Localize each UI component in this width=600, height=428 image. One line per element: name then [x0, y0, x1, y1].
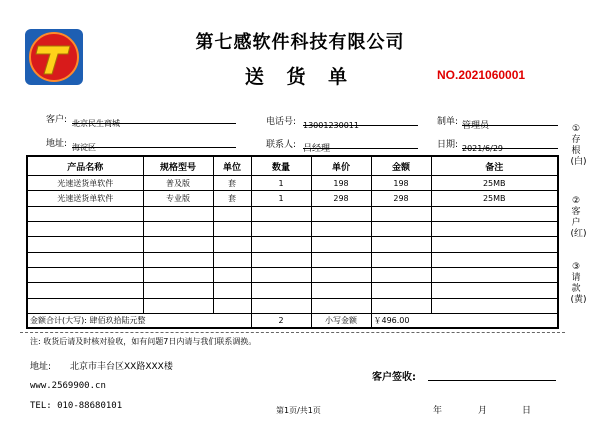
cell-price: 298 — [311, 191, 371, 206]
cell-product — [27, 206, 143, 221]
cell-product — [27, 267, 143, 282]
small-amount-value: ￥496.00 — [371, 314, 558, 329]
cell-product: 光速送货单软件 — [27, 176, 143, 191]
sign-line — [428, 380, 556, 381]
side-tab-payment-text: ③请款(黄) — [570, 262, 587, 305]
dashed-divider — [20, 332, 565, 333]
table-row — [27, 283, 558, 298]
date-label: 日期: — [437, 140, 459, 150]
sign-label: 客户签收: — [372, 372, 416, 383]
cell-price: 198 — [311, 176, 371, 191]
table-row — [27, 237, 558, 252]
cell-unit — [213, 252, 251, 267]
company-name: 第七感软件科技有限公司 — [195, 32, 405, 53]
cell-product — [27, 298, 143, 313]
phone-label: 电话号: — [266, 117, 297, 127]
table-row — [27, 252, 558, 267]
cell-remark: 25MB — [431, 176, 558, 191]
table-header-row — [27, 156, 558, 176]
col-header-price: 单价 — [311, 156, 371, 176]
date-value: 2021/6/29 — [462, 144, 504, 153]
cell-qty — [251, 252, 311, 267]
cell-spec: 普及版 — [143, 176, 213, 191]
cell-remark: 25MB — [431, 191, 558, 206]
cell-unit — [213, 237, 251, 252]
document-title: 送 货 单 — [244, 66, 356, 88]
total-upper-cell — [27, 314, 251, 329]
cell-spec — [143, 252, 213, 267]
cell-qty — [251, 221, 311, 236]
small-amount-label: 小写金额 — [311, 314, 371, 329]
cell-product: 光速送货单软件 — [27, 191, 143, 206]
maker-field — [462, 113, 558, 131]
footer-tel: TEL: 010-88680101 — [30, 401, 123, 411]
col-header-unit: 单位 — [213, 156, 251, 176]
cell-amount — [371, 267, 431, 282]
total-upper-value: 肆佰玖拾陆元整 — [89, 316, 146, 325]
page-indicator: 第1页/共1页 — [276, 406, 321, 415]
side-tab-customer-text: ②客户(红) — [570, 196, 587, 239]
cell-price — [311, 237, 371, 252]
cell-product — [27, 221, 143, 236]
cell-remark — [431, 206, 558, 221]
cell-unit: 套 — [213, 191, 251, 206]
side-tab-customer — [566, 196, 586, 240]
phone-value: 13001230011 — [303, 121, 359, 130]
cell-price — [311, 206, 371, 221]
total-upper-label: 金额合计(大写): — [30, 316, 87, 325]
table-row — [27, 221, 558, 236]
cell-qty — [251, 237, 311, 252]
date-field — [462, 136, 558, 153]
cell-spec — [143, 221, 213, 236]
side-tab-stub — [566, 124, 586, 168]
date-year-label: 年 — [433, 406, 443, 416]
cell-amount — [371, 283, 431, 298]
cell-qty: 1 — [251, 176, 311, 191]
cell-spec — [143, 283, 213, 298]
contact-label: 联系人: — [266, 140, 297, 150]
items-table — [26, 155, 559, 329]
cell-unit: 套 — [213, 176, 251, 191]
cell-unit — [213, 221, 251, 236]
table-row — [27, 206, 558, 221]
table-row — [27, 191, 558, 206]
col-header-amount: 金额 — [371, 156, 431, 176]
total-qty: 2 — [251, 314, 311, 329]
cell-price — [311, 221, 371, 236]
cell-amount: 298 — [371, 191, 431, 206]
col-header-qty: 数量 — [251, 156, 311, 176]
cell-price — [311, 252, 371, 267]
side-tab-payment — [566, 262, 586, 306]
cell-unit — [213, 283, 251, 298]
maker-label: 制单: — [437, 117, 459, 127]
cell-spec — [143, 298, 213, 313]
cell-qty — [251, 298, 311, 313]
cell-amount — [371, 237, 431, 252]
cell-price — [311, 298, 371, 313]
cell-spec — [143, 267, 213, 282]
cell-amount — [371, 206, 431, 221]
customer-field — [72, 111, 236, 128]
contact-field — [303, 136, 418, 154]
cell-unit — [213, 267, 251, 282]
address-value: 海淀区 — [72, 143, 96, 152]
address-label: 地址: — [46, 139, 68, 149]
table-row — [27, 176, 558, 191]
cell-product — [27, 283, 143, 298]
cell-amount — [371, 298, 431, 313]
date-day-label: 日 — [522, 406, 532, 416]
cell-unit — [213, 206, 251, 221]
cell-qty: 1 — [251, 191, 311, 206]
document-number: NO.2021060001 — [437, 68, 526, 82]
cell-qty — [251, 206, 311, 221]
cell-remark — [431, 221, 558, 236]
footer-address: 北京市丰台区XX路XXX楼 — [70, 362, 173, 372]
cell-product — [27, 237, 143, 252]
notice-text: 注: 收货后请及时核对验收，如有问题7日内请与我们联系调换。 — [30, 337, 257, 346]
cell-unit — [213, 298, 251, 313]
footer-website: www.2569900.cn — [30, 381, 106, 391]
cell-amount — [371, 252, 431, 267]
side-tab-stub-text: ①存根(白) — [570, 124, 587, 167]
cell-spec: 专业版 — [143, 191, 213, 206]
cell-spec — [143, 206, 213, 221]
cell-price — [311, 267, 371, 282]
table-row — [27, 298, 558, 313]
cell-amount — [371, 221, 431, 236]
cell-remark — [431, 298, 558, 313]
cell-qty — [251, 267, 311, 282]
cell-remark — [431, 267, 558, 282]
col-header-product: 产品名称 — [27, 156, 143, 176]
cell-amount: 198 — [371, 176, 431, 191]
phone-field — [303, 113, 418, 130]
table-row — [27, 267, 558, 282]
cell-remark — [431, 252, 558, 267]
maker-value: 管理员 — [462, 121, 490, 131]
date-month-label: 月 — [478, 406, 488, 416]
customer-value: 北京民生商城 — [72, 119, 120, 128]
address-field — [72, 135, 236, 152]
footer-address-label: 地址: — [30, 362, 52, 372]
cell-price — [311, 283, 371, 298]
total-row — [27, 314, 558, 329]
cell-spec — [143, 237, 213, 252]
cell-remark — [431, 237, 558, 252]
contact-value: 吕经理 — [303, 144, 331, 154]
col-header-remark: 备注 — [431, 156, 558, 176]
customer-label: 客户: — [46, 115, 68, 125]
cell-remark — [431, 283, 558, 298]
cell-qty — [251, 283, 311, 298]
col-header-spec: 规格型号 — [143, 156, 213, 176]
cell-product — [27, 252, 143, 267]
